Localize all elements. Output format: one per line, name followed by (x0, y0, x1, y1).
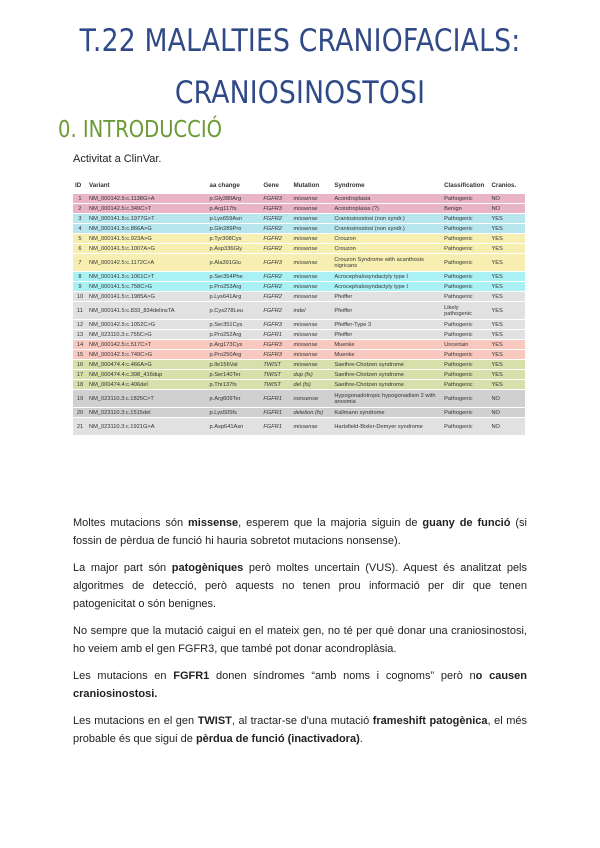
table-cell: FGFR2 (261, 292, 291, 302)
table-cell: NM_000142.5:c.749C>G (87, 350, 208, 360)
table-cell: NM_000142.5:c.1052C>G (87, 320, 208, 330)
table-cell: FGFR2 (261, 234, 291, 244)
table-cell: missense (291, 418, 332, 436)
table-cell: 20 (73, 408, 87, 418)
paragraph-4 (73, 667, 527, 703)
table-cell: missense (291, 340, 332, 350)
table-cell: 12 (73, 320, 87, 330)
table-row (73, 360, 525, 370)
table-cell: YES (489, 234, 525, 244)
table-cell: missense (291, 330, 332, 340)
table-cell: p.Arg173Cys (208, 340, 262, 350)
table-cell: Pfeiffer-Type 3 (332, 320, 442, 330)
column-header: Variant (87, 176, 208, 194)
table-cell: p.Pro253Arg (208, 282, 262, 292)
table-cell: 6 (73, 244, 87, 254)
table-cell: NM_023110.3:c.1825C>T (87, 390, 208, 408)
table-cell: missense (291, 350, 332, 360)
table-cell: Benign (442, 204, 489, 214)
table-cell: p.Ala391Glu (208, 254, 262, 272)
page-title-line2: CRANIOSINOSTOSI (174, 75, 426, 111)
table-row (73, 370, 525, 380)
table-cell: 8 (73, 272, 87, 282)
column-header: Syndrome (332, 176, 442, 194)
table-cell: Pathogenic (442, 408, 489, 418)
table-cell: FGFR3 (261, 204, 291, 214)
table-cell: YES (489, 272, 525, 282)
table-cell: FGFR2 (261, 302, 291, 320)
paragraph-2-text (73, 559, 527, 613)
table-cell: Hartsfield-Bixler-Demyer syndrome (332, 418, 442, 436)
table-row (73, 224, 525, 234)
table-cell: Pathogenic (442, 330, 489, 340)
table-cell: FGFR1 (261, 330, 291, 340)
table-cell: missense (291, 282, 332, 292)
table-cell: p.Lys505fs (208, 408, 262, 418)
table-cell: del (fs) (291, 380, 332, 390)
table-cell: YES (489, 340, 525, 350)
table-cell: YES (489, 282, 525, 292)
table-row (73, 340, 525, 350)
table-cell: p.Tyr308Cys (208, 234, 262, 244)
column-header: Cranios. (489, 176, 525, 194)
table-cell: missense (291, 292, 332, 302)
table-cell: Pathogenic (442, 282, 489, 292)
paragraph-5 (73, 712, 527, 748)
bold-span: TWIST (197, 715, 232, 727)
table-cell: YES (489, 320, 525, 330)
table-cell: FGFR2 (261, 214, 291, 224)
table-row (73, 234, 525, 244)
table-cell: 16 (73, 360, 87, 370)
table-cell: NM_000474.4:c.398_416dup (87, 370, 208, 380)
column-header: Mutation (291, 176, 332, 194)
table-cell: Pathogenic (442, 254, 489, 272)
table-cell: Pfeiffer (332, 302, 442, 320)
table-row (73, 272, 525, 282)
table-cell: missense (291, 320, 332, 330)
table-cell: Craniosinostosi (non syndr.) (332, 224, 442, 234)
table-cell: NM_000141.5:c.1061C>T (87, 272, 208, 282)
table-cell: FGFR2 (261, 272, 291, 282)
table-cell: missense (291, 224, 332, 234)
table-row (73, 244, 525, 254)
table-cell: NM_000142.5:c.517C>T (87, 340, 208, 350)
table-cell: missense (291, 234, 332, 244)
table-cell: missense (291, 244, 332, 254)
table-cell: p.Arg609Ter (208, 390, 262, 408)
table-cell: Crouzon Syndrome with acanthosis nigricans (332, 254, 442, 272)
table-cell: YES (489, 214, 525, 224)
table-cell: p.Lys641Arg (208, 292, 262, 302)
table-cell: Acondroplasia (332, 194, 442, 204)
table-cell: 4 (73, 224, 87, 234)
table-cell: Likely pathogenic (442, 302, 489, 320)
table-cell: FGFR2 (261, 224, 291, 234)
table-cell: FGFR3 (261, 340, 291, 350)
table-cell: NM_000142.5:c.349C>T (87, 204, 208, 214)
table-cell: YES (489, 330, 525, 340)
table-cell: Pathogenic (442, 224, 489, 234)
table-row (73, 254, 525, 272)
table-cell: YES (489, 224, 525, 234)
table-cell: TWIST (261, 360, 291, 370)
table-cell: YES (489, 244, 525, 254)
table-cell: 1 (73, 194, 87, 204)
table-cell: NM_000141.5:c.758C>G (87, 282, 208, 292)
table-cell: 3 (73, 214, 87, 224)
table-cell: Pathogenic (442, 350, 489, 360)
table-row (73, 330, 525, 340)
table-cell: YES (489, 302, 525, 320)
table-cell: Pathogenic (442, 194, 489, 204)
table-cell: p.Ile156Val (208, 360, 262, 370)
bold-span: o causen craniosinostosi. (73, 670, 528, 700)
table-cell: p.Lys659Asn (208, 214, 262, 224)
table-cell: FGFR3 (261, 350, 291, 360)
table-cell: 11 (73, 302, 87, 320)
text-span: , al tractar-se d'una mutació (231, 715, 373, 727)
table-row (73, 380, 525, 390)
text-span: , esperem que la majoria siguin de (238, 517, 423, 529)
table-cell: Acondroplasia (?) (332, 204, 442, 214)
table-cell: deletion (fs) (291, 408, 332, 418)
paragraph-1 (73, 514, 527, 550)
page-title-line1: T.22 MALALTIES CRANIOFACIALS: (79, 23, 521, 59)
table-cell: Pathogenic (442, 292, 489, 302)
table-cell: NO (489, 418, 525, 436)
table-cell: Pathogenic (442, 214, 489, 224)
table-cell: missense (291, 360, 332, 370)
table-cell: NM_023110.3:c.1921G>A (87, 418, 208, 436)
table-cell: NM_000474.4:c.466A>G (87, 360, 208, 370)
table-cell: Kallmann syndrome (332, 408, 442, 418)
table-cell: 7 (73, 254, 87, 272)
table-cell: p.Cys278Leu (208, 302, 262, 320)
table-cell: missense (291, 272, 332, 282)
table-cell: FGFR3 (261, 254, 291, 272)
table-cell: 21 (73, 418, 87, 436)
table-cell: NO (489, 390, 525, 408)
table-cell: Pfeiffer (332, 330, 442, 340)
bold-span: missense (188, 517, 239, 529)
table-cell: Pathogenic (442, 320, 489, 330)
table-row (73, 204, 525, 214)
table-row (73, 214, 525, 224)
table-cell: Saethre-Chotzen syndrome (332, 380, 442, 390)
text-span: Moltes mutacions són (73, 517, 189, 529)
text-span: No sempre que la mutació caigui en el mateix gen, no té per què donar una craniosinostosi, ho veiem amb el gen FGFR3, que també pot donar acondroplàsia. (73, 625, 527, 655)
table-cell: p.Thr137fs (208, 380, 262, 390)
table-cell: Muenke (332, 340, 442, 350)
table-cell: Pathogenic (442, 272, 489, 282)
table-cell: NM_000474.4:c.406del (87, 380, 208, 390)
table-cell: YES (489, 380, 525, 390)
table-cell: 5 (73, 234, 87, 244)
table-cell: YES (489, 292, 525, 302)
table-cell: NM_000141.5:c.1977G>T (87, 214, 208, 224)
table-header-row (73, 176, 525, 194)
bold-span: patogèniques (171, 562, 244, 574)
table-cell: 14 (73, 340, 87, 350)
table-cell: FGFR1 (261, 408, 291, 418)
text-span: . (359, 733, 363, 745)
bold-span: pèrdua de funció (inactivadora) (195, 733, 360, 745)
table-cell: Hypogonadotropic hypogonadism 2 with anosmia (332, 390, 442, 408)
table-cell: Uncertain (442, 340, 489, 350)
table-cell: 10 (73, 292, 87, 302)
table-cell: p.Pro250Arg (208, 350, 262, 360)
table-cell: NM_000141.5:c.866A>G (87, 224, 208, 234)
table-row (73, 418, 525, 436)
table-cell: YES (489, 254, 525, 272)
table-cell: p.Arg117fs (208, 204, 262, 214)
table-cell: Crouzon (332, 234, 442, 244)
table-row (73, 292, 525, 302)
table-cell: 9 (73, 282, 87, 292)
text-span: donen síndromes “amb noms i cognoms” però n (209, 670, 476, 682)
table-cell: FGFR1 (261, 418, 291, 436)
table-row (73, 390, 525, 408)
table-cell: FGFR2 (261, 282, 291, 292)
table-cell: p.Gln289Pro (208, 224, 262, 234)
section-heading: 0. INTRODUCCIÓ (58, 117, 222, 143)
column-header: ID (73, 176, 87, 194)
column-header: Gene (261, 176, 291, 194)
table-cell: Pathogenic (442, 234, 489, 244)
text-span: (si fossin de pèrdua de funció hi hauria sobretot mutacions nonsense). (73, 517, 527, 547)
table-cell: Pathogenic (442, 360, 489, 370)
text-span: però moltes uncertain (VUS). Aquest és analitzat pels algoritmes de detecció, però aquests no tenen prou informació per dir que tenen patogenicitat o són benignes. (73, 562, 528, 610)
table-cell: YES (489, 360, 525, 370)
table-cell: Pathogenic (442, 390, 489, 408)
table-cell: NM_023110.3:c.1515del (87, 408, 208, 418)
table-cell: 18 (73, 380, 87, 390)
bold-span: frameshift patogènica (372, 715, 488, 727)
table-cell: 17 (73, 370, 87, 380)
text-span: , el més probable és que sigui de (73, 715, 527, 745)
table-cell: missense (291, 214, 332, 224)
text-span: Les mutacions en (73, 670, 174, 682)
bold-span: FGFR1 (173, 670, 210, 682)
table-row (73, 302, 525, 320)
table-cell: Pathogenic (442, 244, 489, 254)
table-cell: nonsense (291, 390, 332, 408)
table-cell: NO (489, 204, 525, 214)
table-cell: NM_000141.5:c.1007A>G (87, 244, 208, 254)
table-cell: p.Asp336Gly (208, 244, 262, 254)
table-cell: p.Ser140Ter (208, 370, 262, 380)
table-cell: Craniosinostosi (non syndr.) (332, 214, 442, 224)
table-cell: Pathogenic (442, 418, 489, 436)
table-cell: missense (291, 254, 332, 272)
table-cell: NM_023110.3:c.755C>G (87, 330, 208, 340)
paragraph-3 (73, 622, 527, 658)
table-cell: NO (489, 408, 525, 418)
table-cell: Pathogenic (442, 380, 489, 390)
table-cell: FGFR3 (261, 194, 291, 204)
table-cell: NM_000141.5:c.923A>G (87, 234, 208, 244)
table-cell: Pfeiffer (332, 292, 442, 302)
column-header: Classification (442, 176, 489, 194)
table-cell: YES (489, 350, 525, 360)
table-cell: NO (489, 194, 525, 204)
table-row (73, 320, 525, 330)
intro-text: Activitat a ClinVar. (73, 153, 162, 165)
variants-table (73, 176, 525, 436)
table-cell: p.Gly380Arg (208, 194, 262, 204)
table-cell: NM_000141.5:c.833_834delinsTA (87, 302, 208, 320)
table-cell: 13 (73, 330, 87, 340)
table-cell: Muenke (332, 350, 442, 360)
table-cell: Saethre-Chotzen syndrome (332, 370, 442, 380)
table-cell: Acrocephalosyndactyly type I (332, 272, 442, 282)
table-cell: FGFR2 (261, 244, 291, 254)
table-cell: NM_000142.5:c.1172C>A (87, 254, 208, 272)
table-cell: Acrocephalosyndactyly type I (332, 282, 442, 292)
table-row (73, 194, 525, 204)
table-row (73, 282, 525, 292)
table-cell: TWIST (261, 380, 291, 390)
table-cell: TWIST (261, 370, 291, 380)
text-span: Les mutacions en el gen (73, 715, 198, 727)
table-cell: indel (291, 302, 332, 320)
table-cell: 2 (73, 204, 87, 214)
table-cell: missense (291, 204, 332, 214)
table-cell: p.Asp641Asn (208, 418, 262, 436)
table-body (73, 194, 525, 436)
table-cell: Pathogenic (442, 370, 489, 380)
table-cell: YES (489, 370, 525, 380)
table-cell: NM_000141.5:c.1985A>G (87, 292, 208, 302)
table-cell: FGFR1 (261, 390, 291, 408)
bold-span: guany de funció (422, 517, 511, 529)
table-cell: Saethre-Chotzen syndrome (332, 360, 442, 370)
table-cell: FGFR3 (261, 320, 291, 330)
table-cell: p.Ser351Cys (208, 320, 262, 330)
text-span: La major part són (73, 562, 172, 574)
table-cell: 19 (73, 390, 87, 408)
table-cell: p.Ser354Phe (208, 272, 262, 282)
table-cell: p.Pro252Arg (208, 330, 262, 340)
column-header: aa change (208, 176, 262, 194)
table-cell: 15 (73, 350, 87, 360)
table-row (73, 350, 525, 360)
table-cell: missense (291, 194, 332, 204)
table-cell: dup (fs) (291, 370, 332, 380)
table-cell: Crouzon (332, 244, 442, 254)
table-row (73, 408, 525, 418)
table-cell: NM_000142.5:c.1138G>A (87, 194, 208, 204)
